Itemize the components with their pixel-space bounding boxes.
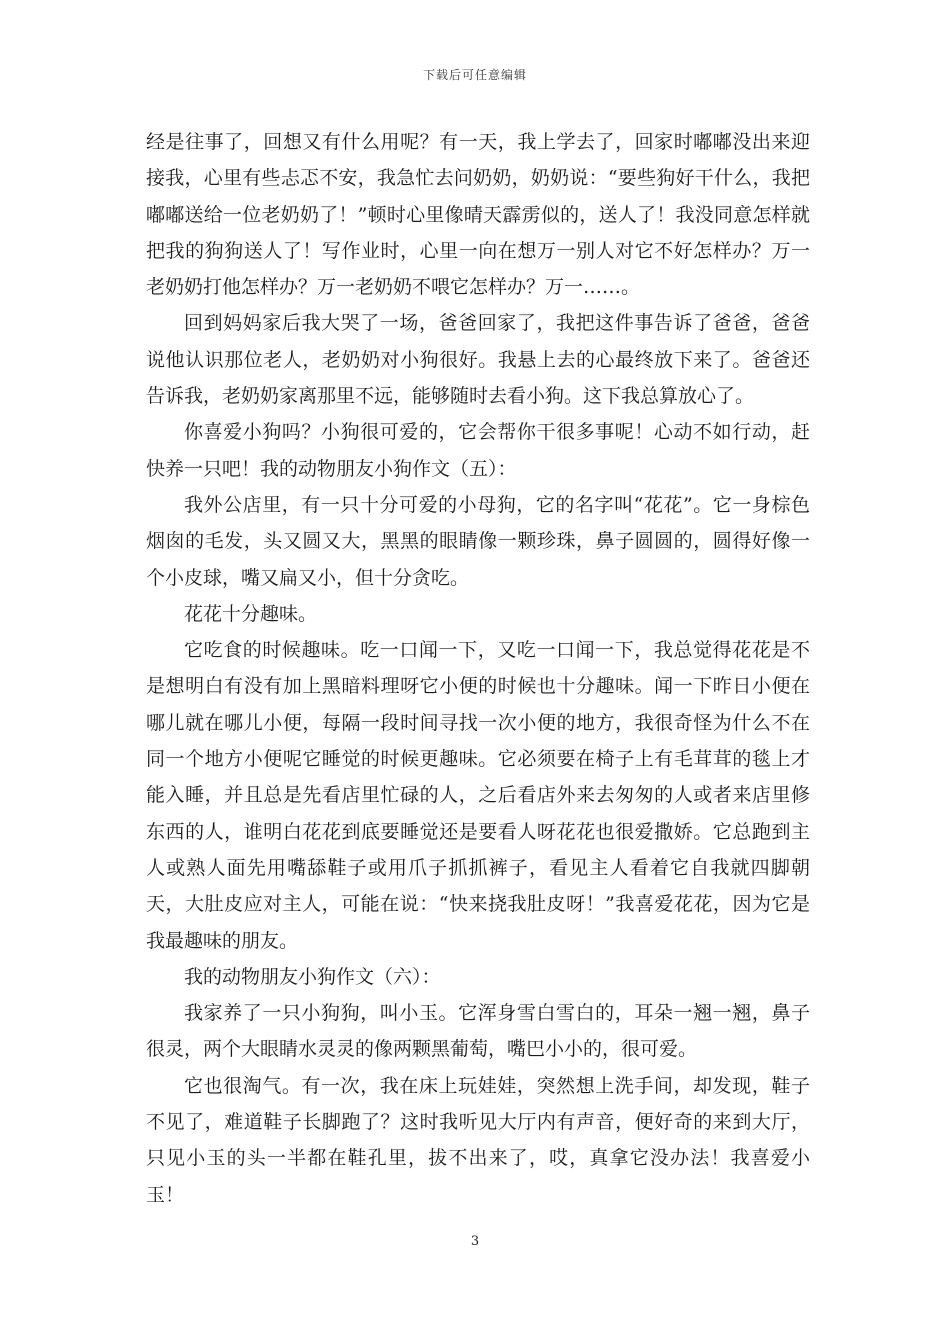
paragraph-essay-six-title: 我的动物朋友小狗作文（六）： (184, 965, 441, 988)
paragraph-do-you-like-dogs: 你喜爱小狗吗？小狗很可爱的，它会帮你干很多事呢！心动不如行动，赶快养一只吧！我的动物朋友小狗作文（五）： (146, 421, 810, 480)
paragraph-huahua-intro: 我外公店里，有一只十分可爱的小母狗，它的名字叫“花花”。它一身棕色烟囱的毛发，头又圆又大，黑黑的眼睛像一颗珍珠，鼻子圆圆的，圆得好像一个小皮球，嘴又扁又小，但十分贪吃。 (146, 493, 810, 589)
paragraph-xiaoyu-naughty: 它也很淘气。有一次，我在床上玩娃娃，突然想上洗手间，却发现，鞋子不见了，难道鞋子长脚跑了？这时我听见大厅内有声音，便好奇的来到大厅，只见小玉的头一半都在鞋孔里，拔不出来了，哎，真拿它没办法！我喜爱小玉！ (146, 1074, 810, 1206)
document-body (146, 124, 810, 1213)
paragraph-huahua-habits: 它吃食的时候趣味。吃一口闻一下，又吃一口闻一下，我总觉得花花是不是想明白有没有加上黑暗料理呀它小便的时候也十分趣味。闻一下昨日小便在哪儿就在哪儿小便，每隔一段时间寻找一次小便的地方，我很奇怪为什么不在同一个地方小便呢它睡觉的时候更趣味。它必须要在椅子上有毛茸茸的毯上才能入睡，并且总是先看店里忙碌的人，之后看店外来去匆匆的人或者来店里修东西的人，谁明白花花到底要睡觉还是要看人呀花花也很爱撒娇。它总跑到主人或熟人面先用嘴舔鞋子或用爪子抓抓裤子，看见主人看着它自我就四脚朝天，大肚皮应对主人，可能在说：“快来挠我肚皮呀！”我喜爱花花，因为它是我最趣味的朋友。 (146, 639, 810, 952)
paragraph-huahua-interesting: 花花十分趣味。 (184, 602, 318, 625)
page-header: 下载后可任意编辑 (422, 68, 527, 82)
paragraph-continuation: 经是往事了，回想又有什么用呢？有一天，我上学去了，回家时嘟嘟没出来迎接我，心里有些忐忑不安，我急忙去问奶奶，奶奶说：“要些狗好干什么，我把嘟嘟送给一位老奶奶了！”顿时心里像晴天霹雳似的，送人了！我没同意怎样就把我的狗狗送人了！写作业时，心里一向在想万一别人对它不好怎样办？万一老奶奶打他怎样办？万一老奶奶不喂它怎样办？万一……。 (146, 131, 810, 299)
paragraph-return-home: 回到妈妈家后我大哭了一场，爸爸回家了，我把这件事告诉了爸爸，爸爸说他认识那位老人，老奶奶对小狗很好。我悬上去的心最终放下来了。爸爸还告诉我，老奶奶家离那里不远，能够随时去看小狗。这下我总算放心了。 (146, 312, 810, 408)
paragraph-xiaoyu-intro: 我家养了一只小狗狗，叫小玉。它浑身雪白雪白的，耳朵一翘一翘，鼻子很灵，两个大眼睛水灵灵的像两颗黑葡萄，嘴巴小小的，很可爱。 (146, 1002, 810, 1061)
page-number: 3 (470, 1234, 480, 1249)
